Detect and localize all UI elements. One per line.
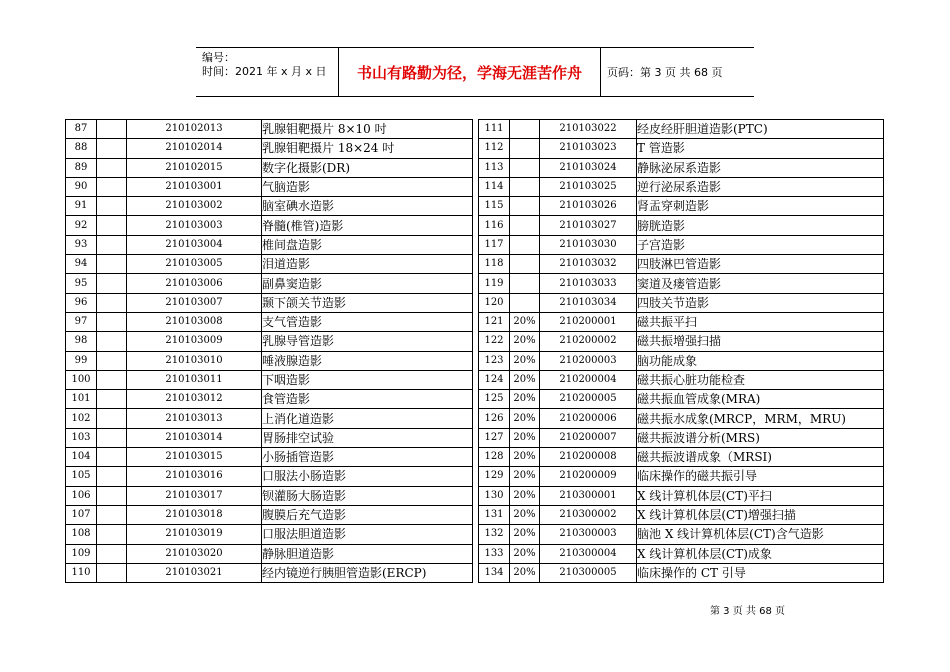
row-number: 120 [479, 293, 510, 312]
item-name: 胃肠排空试验 [262, 428, 473, 447]
table-row [66, 563, 473, 582]
header-motto: 书山有路勤为径，学海无涯苦作舟 [356, 63, 582, 82]
serial-label: 编号： [202, 51, 235, 64]
item-code: 210103017 [127, 486, 262, 505]
table-row [479, 351, 884, 370]
row-number: 124 [479, 370, 510, 389]
table-row [66, 158, 473, 177]
row-percent [97, 158, 127, 177]
item-code: 210200009 [540, 467, 637, 486]
item-name: 经内镜逆行胰胆管造影(ERCP) [262, 563, 473, 582]
row-number: 93 [66, 235, 97, 254]
item-code: 210200002 [540, 332, 637, 351]
row-number: 123 [479, 351, 510, 370]
item-name: 子宫造影 [637, 235, 884, 254]
table-row [66, 293, 473, 312]
header-page-number: 页码：第 3 页 共 68 页 [607, 66, 723, 79]
item-name: 脑池 X 线计算机体层(CT)含气造影 [637, 525, 884, 544]
row-number: 100 [66, 370, 97, 389]
row-number: 134 [479, 563, 510, 582]
row-number: 103 [66, 428, 97, 447]
item-name: 脑室碘水造影 [262, 197, 473, 216]
table-row [66, 467, 473, 486]
item-code: 210103034 [540, 293, 637, 312]
row-number: 118 [479, 255, 510, 274]
row-number: 107 [66, 505, 97, 524]
table-row [479, 332, 884, 351]
item-code: 210103012 [127, 390, 262, 409]
table-row [479, 158, 884, 177]
row-percent [97, 177, 127, 196]
item-name: X 线计算机体层(CT)成象 [637, 544, 884, 563]
table-row [479, 177, 884, 196]
row-number: 128 [479, 448, 510, 467]
item-code: 210103025 [540, 177, 637, 196]
item-name: 磁共振波谱成象（MRSI) [637, 448, 884, 467]
table-row [66, 235, 473, 254]
item-code: 210103020 [127, 544, 262, 563]
row-percent [97, 370, 127, 389]
item-code: 210300003 [540, 525, 637, 544]
item-code: 210103016 [127, 467, 262, 486]
row-percent [97, 525, 127, 544]
header-info [202, 51, 327, 79]
table-row [66, 351, 473, 370]
item-code: 210103015 [127, 448, 262, 467]
item-code: 210103030 [540, 235, 637, 254]
item-code: 210103027 [540, 216, 637, 235]
item-code: 210300004 [540, 544, 637, 563]
item-code: 210103023 [540, 139, 637, 158]
item-name: 四肢淋巴管造影 [637, 255, 884, 274]
item-name: 唾液腺造影 [262, 351, 473, 370]
item-name: 口服法小肠造影 [262, 467, 473, 486]
table-row [479, 274, 884, 293]
table-row [66, 197, 473, 216]
item-name: 逆行泌尿系造影 [637, 177, 884, 196]
item-code: 210200006 [540, 409, 637, 428]
row-number: 95 [66, 274, 97, 293]
row-number: 127 [479, 428, 510, 447]
item-code: 210103024 [540, 158, 637, 177]
row-number: 115 [479, 197, 510, 216]
item-code: 210200001 [540, 312, 637, 331]
item-code: 210300002 [540, 505, 637, 524]
row-percent: 20% [510, 332, 540, 351]
row-percent [97, 332, 127, 351]
row-number: 89 [66, 158, 97, 177]
items-table-left [65, 119, 473, 583]
item-code: 210103026 [540, 197, 637, 216]
item-name: 副鼻窦造影 [262, 274, 473, 293]
item-name: 磁共振心脏功能检查 [637, 370, 884, 389]
row-percent [97, 351, 127, 370]
row-number: 98 [66, 332, 97, 351]
table-row [66, 390, 473, 409]
row-number: 114 [479, 177, 510, 196]
table-row [66, 312, 473, 331]
item-name: 临床操作的磁共振引导 [637, 467, 884, 486]
row-number: 121 [479, 312, 510, 331]
row-percent [97, 563, 127, 582]
table-row [479, 428, 884, 447]
table-row [66, 505, 473, 524]
row-number: 92 [66, 216, 97, 235]
item-code: 210103021 [127, 563, 262, 582]
item-code: 210103008 [127, 312, 262, 331]
row-number: 96 [66, 293, 97, 312]
table-row [479, 216, 884, 235]
row-percent: 20% [510, 448, 540, 467]
row-percent [97, 293, 127, 312]
row-number: 102 [66, 409, 97, 428]
table-row [479, 139, 884, 158]
row-number: 111 [479, 120, 510, 139]
item-code: 210103013 [127, 409, 262, 428]
item-code: 210200004 [540, 370, 637, 389]
row-percent: 20% [510, 505, 540, 524]
item-code: 210103007 [127, 293, 262, 312]
item-name: 磁共振水成象(MRCP，MRM，MRU) [637, 409, 884, 428]
item-name: 口服法胆道造影 [262, 525, 473, 544]
item-code: 210103011 [127, 370, 262, 389]
table-row [479, 120, 884, 139]
row-number: 110 [66, 563, 97, 582]
row-percent [510, 139, 540, 158]
item-name: 腹膜后充气造影 [262, 505, 473, 524]
item-code: 210103004 [127, 235, 262, 254]
row-number: 97 [66, 312, 97, 331]
table-row [66, 428, 473, 447]
row-percent [97, 235, 127, 254]
item-name: 数字化摄影(DR) [262, 158, 473, 177]
row-number: 132 [479, 525, 510, 544]
item-code: 210300005 [540, 563, 637, 582]
item-name: 静脉泌尿系造影 [637, 158, 884, 177]
row-percent [97, 486, 127, 505]
row-percent [97, 255, 127, 274]
row-percent: 20% [510, 428, 540, 447]
item-name: X 线计算机体层(CT)增强扫描 [637, 505, 884, 524]
row-number: 91 [66, 197, 97, 216]
table-row [479, 448, 884, 467]
item-name: 乳腺钼靶摄片 8×10 吋 [262, 120, 473, 139]
item-code: 210103014 [127, 428, 262, 447]
item-name: T 管造影 [637, 139, 884, 158]
item-name: 乳腺导管造影 [262, 332, 473, 351]
item-name: 四肢关节造影 [637, 293, 884, 312]
row-number: 94 [66, 255, 97, 274]
row-percent [97, 139, 127, 158]
table-row [66, 486, 473, 505]
row-number: 90 [66, 177, 97, 196]
table-row [479, 312, 884, 331]
row-percent: 20% [510, 370, 540, 389]
item-code: 210102013 [127, 120, 262, 139]
item-name: 泪道造影 [262, 255, 473, 274]
item-name: 膀胱造影 [637, 216, 884, 235]
table-row [479, 197, 884, 216]
row-number: 108 [66, 525, 97, 544]
row-percent [510, 177, 540, 196]
item-code: 210103019 [127, 525, 262, 544]
table-row [66, 332, 473, 351]
table-row [479, 544, 884, 563]
item-code: 210200007 [540, 428, 637, 447]
item-code: 210103010 [127, 351, 262, 370]
item-name: 磁共振波谱分析(MRS) [637, 428, 884, 447]
table-row [479, 293, 884, 312]
row-number: 125 [479, 390, 510, 409]
table-row [66, 544, 473, 563]
item-code: 210102014 [127, 139, 262, 158]
item-code: 210103009 [127, 332, 262, 351]
row-percent [97, 120, 127, 139]
item-name: 肾盂穿刺造影 [637, 197, 884, 216]
row-number: 105 [66, 467, 97, 486]
row-percent [510, 235, 540, 254]
table-row [479, 505, 884, 524]
row-percent: 20% [510, 486, 540, 505]
item-name: 上消化道造影 [262, 409, 473, 428]
item-code: 210300001 [540, 486, 637, 505]
table-row [66, 448, 473, 467]
item-code: 210103033 [540, 274, 637, 293]
row-percent [510, 120, 540, 139]
row-percent [510, 293, 540, 312]
row-percent [97, 409, 127, 428]
row-percent: 20% [510, 390, 540, 409]
table-row [66, 274, 473, 293]
row-number: 133 [479, 544, 510, 563]
item-name: 下咽造影 [262, 370, 473, 389]
item-name: 支气管造影 [262, 312, 473, 331]
row-number: 112 [479, 139, 510, 158]
row-percent [97, 312, 127, 331]
item-name: 颞下颌关节造影 [262, 293, 473, 312]
row-percent: 20% [510, 312, 540, 331]
item-name: 椎间盘造影 [262, 235, 473, 254]
row-percent [97, 428, 127, 447]
row-percent [97, 448, 127, 467]
row-percent: 20% [510, 467, 540, 486]
row-percent [97, 390, 127, 409]
row-number: 126 [479, 409, 510, 428]
table-row [66, 120, 473, 139]
row-number: 104 [66, 448, 97, 467]
row-percent: 20% [510, 544, 540, 563]
item-code: 210200005 [540, 390, 637, 409]
time-label: 时间：2021 年 x 月 x 日 [202, 65, 327, 78]
row-percent [97, 505, 127, 524]
item-code: 210103032 [540, 255, 637, 274]
items-table-right [478, 119, 884, 583]
item-name: X 线计算机体层(CT)平扫 [637, 486, 884, 505]
row-percent [510, 197, 540, 216]
item-name: 脊髓(椎管)造影 [262, 216, 473, 235]
row-percent [97, 274, 127, 293]
table-row [66, 139, 473, 158]
table-row [479, 390, 884, 409]
row-number: 106 [66, 486, 97, 505]
row-percent [97, 197, 127, 216]
table-row [479, 370, 884, 389]
row-number: 87 [66, 120, 97, 139]
row-percent [97, 467, 127, 486]
row-number: 101 [66, 390, 97, 409]
table-row [66, 409, 473, 428]
table-row [479, 409, 884, 428]
item-name: 食管造影 [262, 390, 473, 409]
row-percent [510, 255, 540, 274]
table-row [66, 370, 473, 389]
item-code: 210103001 [127, 177, 262, 196]
row-number: 131 [479, 505, 510, 524]
row-percent [510, 274, 540, 293]
table-row [479, 563, 884, 582]
item-code: 210102015 [127, 158, 262, 177]
table-row [479, 235, 884, 254]
item-name: 静脉胆道造影 [262, 544, 473, 563]
item-code: 210103005 [127, 255, 262, 274]
row-number: 88 [66, 139, 97, 158]
table-row [66, 255, 473, 274]
item-code: 210200008 [540, 448, 637, 467]
row-number: 113 [479, 158, 510, 177]
page-header [196, 47, 754, 97]
item-name: 磁共振平扫 [637, 312, 884, 331]
item-name: 临床操作的 CT 引导 [637, 563, 884, 582]
row-percent [97, 544, 127, 563]
item-code: 210103018 [127, 505, 262, 524]
table-row [479, 486, 884, 505]
row-percent [510, 216, 540, 235]
row-number: 99 [66, 351, 97, 370]
row-percent: 20% [510, 409, 540, 428]
row-percent [510, 158, 540, 177]
row-number: 117 [479, 235, 510, 254]
table-row [479, 467, 884, 486]
item-name: 经皮经肝胆道造影(PTC) [637, 120, 884, 139]
item-code: 210103022 [540, 120, 637, 139]
table-row [66, 216, 473, 235]
row-percent: 20% [510, 525, 540, 544]
item-name: 磁共振增强扫描 [637, 332, 884, 351]
row-number: 116 [479, 216, 510, 235]
row-percent [97, 216, 127, 235]
item-code: 210200003 [540, 351, 637, 370]
row-number: 119 [479, 274, 510, 293]
item-name: 小肠插管造影 [262, 448, 473, 467]
item-name: 气脑造影 [262, 177, 473, 196]
row-percent: 20% [510, 351, 540, 370]
item-code: 210103006 [127, 274, 262, 293]
item-name: 窦道及瘘管造影 [637, 274, 884, 293]
row-number: 122 [479, 332, 510, 351]
item-code: 210103003 [127, 216, 262, 235]
item-name: 钡灌肠大肠造影 [262, 486, 473, 505]
row-number: 130 [479, 486, 510, 505]
table-row [479, 525, 884, 544]
item-name: 脑功能成象 [637, 351, 884, 370]
item-name: 乳腺钼靶摄片 18×24 吋 [262, 139, 473, 158]
row-number: 109 [66, 544, 97, 563]
table-row [66, 177, 473, 196]
table-row [479, 255, 884, 274]
row-percent: 20% [510, 563, 540, 582]
table-row [66, 525, 473, 544]
item-code: 210103002 [127, 197, 262, 216]
item-name: 磁共振血管成象(MRA) [637, 390, 884, 409]
header-divider [600, 48, 601, 96]
page-footer: 第 3 页 共 68 页 [710, 606, 785, 617]
row-number: 129 [479, 467, 510, 486]
